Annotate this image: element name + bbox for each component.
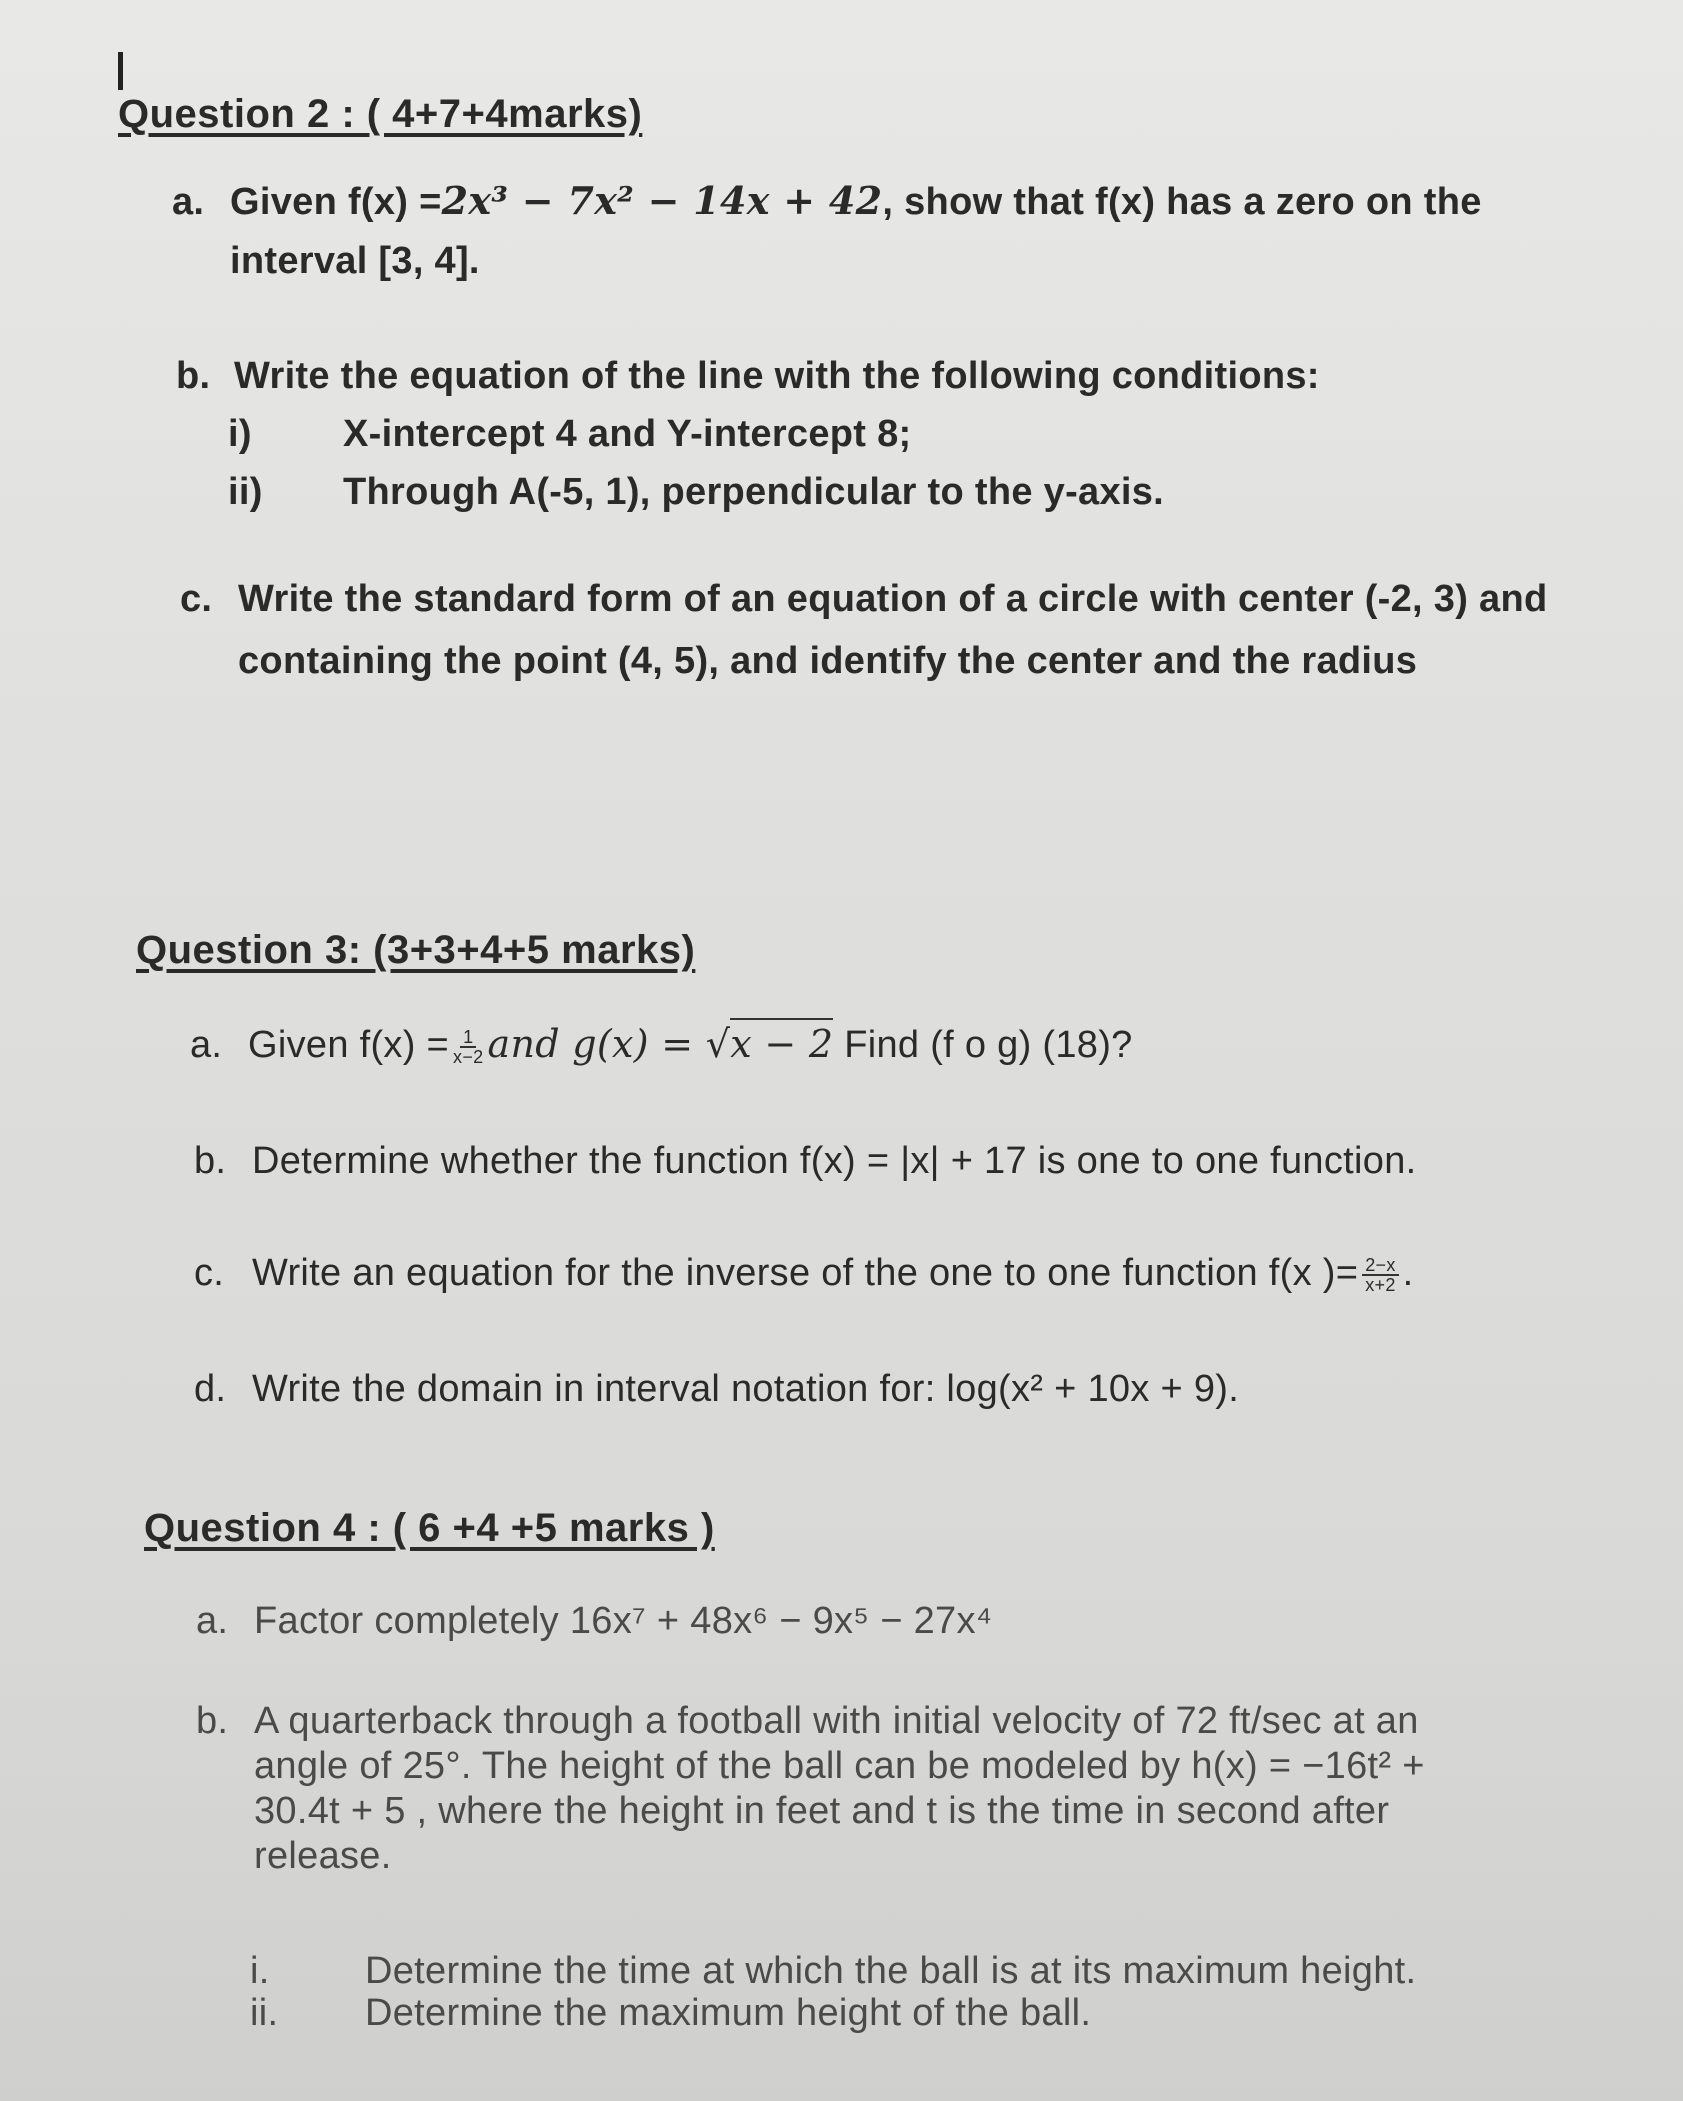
q3-part-c	[194, 1252, 1414, 1295]
q2-part-b	[176, 355, 1320, 398]
q3-a-and-g: and g(x) = √	[487, 1022, 731, 1066]
q4-part-b-line1	[196, 1700, 1419, 1743]
q2-b-item-2-num: ii)	[228, 471, 263, 513]
q3-d-label: d.	[194, 1368, 227, 1410]
question-4-heading: Question 4 : ( 6 +4 +5 marks )	[144, 1506, 715, 1550]
q3-c-suffix: .	[1402, 1252, 1414, 1294]
q4-b-item-2-num: ii.	[250, 1992, 279, 2034]
text-cursor	[118, 52, 123, 90]
q4-part-b-line4: release.	[254, 1835, 392, 1877]
q4-b-line1: A quarterback through a football with initial velocity of 72 ft/sec at an	[254, 1700, 1419, 1742]
q4-part-a	[196, 1600, 992, 1643]
q3-part-b	[194, 1140, 1417, 1183]
question-2-heading: Question 2 : ( 4+7+4marks)	[118, 92, 643, 136]
q2-b-item-1	[228, 413, 912, 456]
q3-c-label: c.	[194, 1252, 225, 1294]
q2-part-a-line2: interval [3, 4].	[230, 240, 480, 282]
q2-a-label: a.	[172, 181, 205, 223]
q3-a-frac-numerator: 1	[460, 1028, 476, 1048]
q4-b-item-2	[250, 1992, 1091, 2035]
q2-b-label: b.	[176, 355, 211, 397]
q3-c-frac-numerator: 2−x	[1362, 1256, 1398, 1276]
q3-a-label: a.	[190, 1024, 223, 1066]
q3-b-text: Determine whether the function f(x) = |x| + 17 is one to one function.	[252, 1140, 1417, 1182]
q2-part-c-line1	[180, 578, 1547, 621]
q3-a-fraction	[453, 1028, 483, 1066]
q4-b-item-1-text: Determine the time at which the ball is at its maximum height.	[365, 1950, 1417, 1992]
q4-part-b-line2: angle of 25°. The height of the ball can be modeled by h(x) = −16t² +	[254, 1745, 1425, 1787]
q2-b-item-2	[228, 471, 1164, 514]
q2-part-a-line1	[172, 178, 1482, 224]
q2-b-text: Write the equation of the line with the following conditions:	[234, 355, 1320, 397]
q4-part-b-line3: 30.4t + 5 , where the height in feet and t is the time in second after	[254, 1790, 1390, 1832]
q2-a-polynomial: 2x³ − 7x² − 14x + 42	[441, 178, 883, 223]
q2-c-line1-text: Write the standard form of an equation of a circle with center (-2, 3) and	[238, 578, 1548, 620]
q3-part-d	[194, 1368, 1239, 1411]
q4-a-text: Factor completely 16x⁷ + 48x⁶ − 9x⁵ − 27x⁴	[254, 1600, 993, 1642]
q4-b-item-2-text: Determine the maximum height of the ball.	[365, 1992, 1092, 2034]
q2-a-suffix: , show that f(x) has a zero on the	[882, 181, 1482, 223]
q3-b-label: b.	[194, 1140, 227, 1182]
q3-d-text: Write the domain in interval notation for: log(x² + 10x + 9).	[252, 1368, 1240, 1410]
q4-a-label: a.	[196, 1600, 229, 1642]
q4-b-item-1-num: i.	[250, 1950, 270, 1992]
q3-c-prefix: Write an equation for the inverse of the one to one function f(x )=	[252, 1252, 1359, 1294]
q3-c-frac-denominator: x+2	[1365, 1274, 1396, 1295]
q2-part-c-line2: containing the point (4, 5), and identify the center and the radius	[238, 640, 1418, 682]
q2-b-item-1-text: X-intercept 4 and Y-intercept 8;	[343, 413, 912, 455]
q3-c-fraction	[1362, 1256, 1398, 1294]
q3-a-prefix: Given f(x) =	[248, 1024, 450, 1066]
q3-a-sqrt-arg: x − 2	[730, 1018, 833, 1066]
q3-a-frac-denominator: x−2	[453, 1046, 484, 1067]
q2-c-label: c.	[180, 578, 213, 620]
q2-b-item-2-text: Through A(-5, 1), perpendicular to the y-axis.	[343, 471, 1165, 513]
question-3-heading: Question 3: (3+3+4+5 marks)	[136, 928, 696, 972]
q4-b-item-1	[250, 1950, 1416, 1993]
q2-a-prefix: Given f(x) =	[230, 181, 442, 223]
q3-part-a	[190, 1022, 1133, 1067]
q3-a-suffix: Find (f o g) (18)?	[833, 1024, 1133, 1066]
q4-b-label: b.	[196, 1700, 229, 1742]
q2-b-item-1-num: i)	[228, 413, 252, 455]
